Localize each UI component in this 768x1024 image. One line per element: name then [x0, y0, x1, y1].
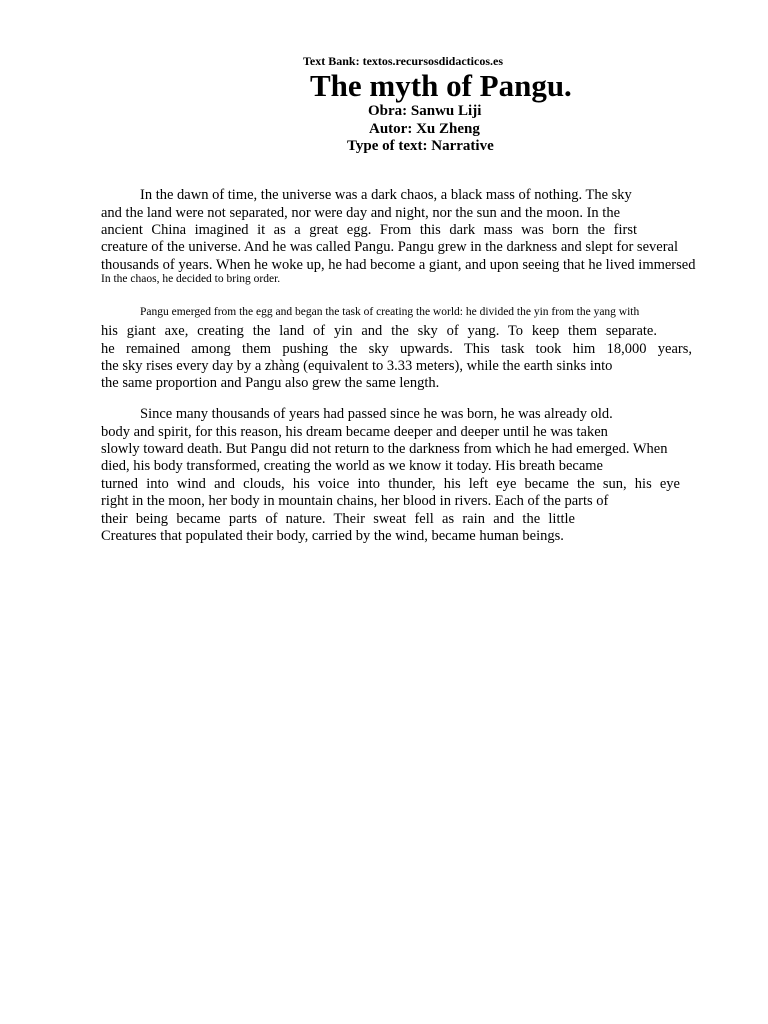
text-line: turned into wind and clouds, his voice into thunder, his left eye became the sun, his eye [101, 477, 680, 492]
text-line: his giant axe, creating the land of yin and the sky of yang. To keep them separate. [101, 324, 657, 339]
text-line: Creatures that populated their body, carried by the wind, became human beings. [101, 528, 564, 544]
text-line: body and spirit, for this reason, his dream became deeper and deeper until he was taken [101, 424, 608, 440]
text-line: thousands of years. When he woke up, he had become a giant, and upon seeing that he lived immersed [101, 257, 696, 273]
text-type-label: Type of text: Narrative [347, 138, 494, 154]
text-line: In the dawn of time, the universe was a dark chaos, a black mass of nothing. The sky [140, 187, 632, 203]
text-line: and the land were not separated, nor were day and night, nor the sun and the moon. In the [101, 205, 621, 221]
page-title: The myth of Pangu. [310, 68, 572, 103]
text-line: Pangu emerged from the egg and began the task of creating the world: he divided the yin from the yang with [140, 306, 640, 318]
text-line: died, his body transformed, creating the world as we know it today. His breath became [101, 458, 603, 474]
text-line: he remained among them pushing the sky upwards. This task took him 18,000 years, [101, 342, 692, 357]
text-bank-label: Text Bank: textos.recursosdidacticos.es [303, 54, 503, 68]
text-line: creature of the universe. And he was called Pangu. Pangu grew in the darkness and slept for several [101, 239, 678, 255]
author-label: Autor: Xu Zheng [369, 121, 480, 137]
work-label: Obra: Sanwu Liji [368, 103, 482, 119]
text-line: slowly toward death. But Pangu did not return to the darkness from which he had emerged. When [101, 441, 668, 457]
text-line: In the chaos, he decided to bring order. [101, 273, 281, 285]
text-line: the same proportion and Pangu also grew the same length. [101, 375, 440, 391]
text-line: their being became parts of nature. Their sweat fell as rain and the little [101, 512, 575, 527]
text-line: ancient China imagined it as a great egg. From this dark mass was born the first [101, 223, 637, 238]
text-line: the sky rises every day by a zhàng (equivalent to 3.33 meters), while the earth sinks into [101, 358, 613, 374]
text-line: Since many thousands of years had passed since he was born, he was already old. [140, 406, 613, 422]
text-line: right in the moon, her body in mountain chains, her blood in rivers. Each of the parts of [101, 493, 609, 509]
